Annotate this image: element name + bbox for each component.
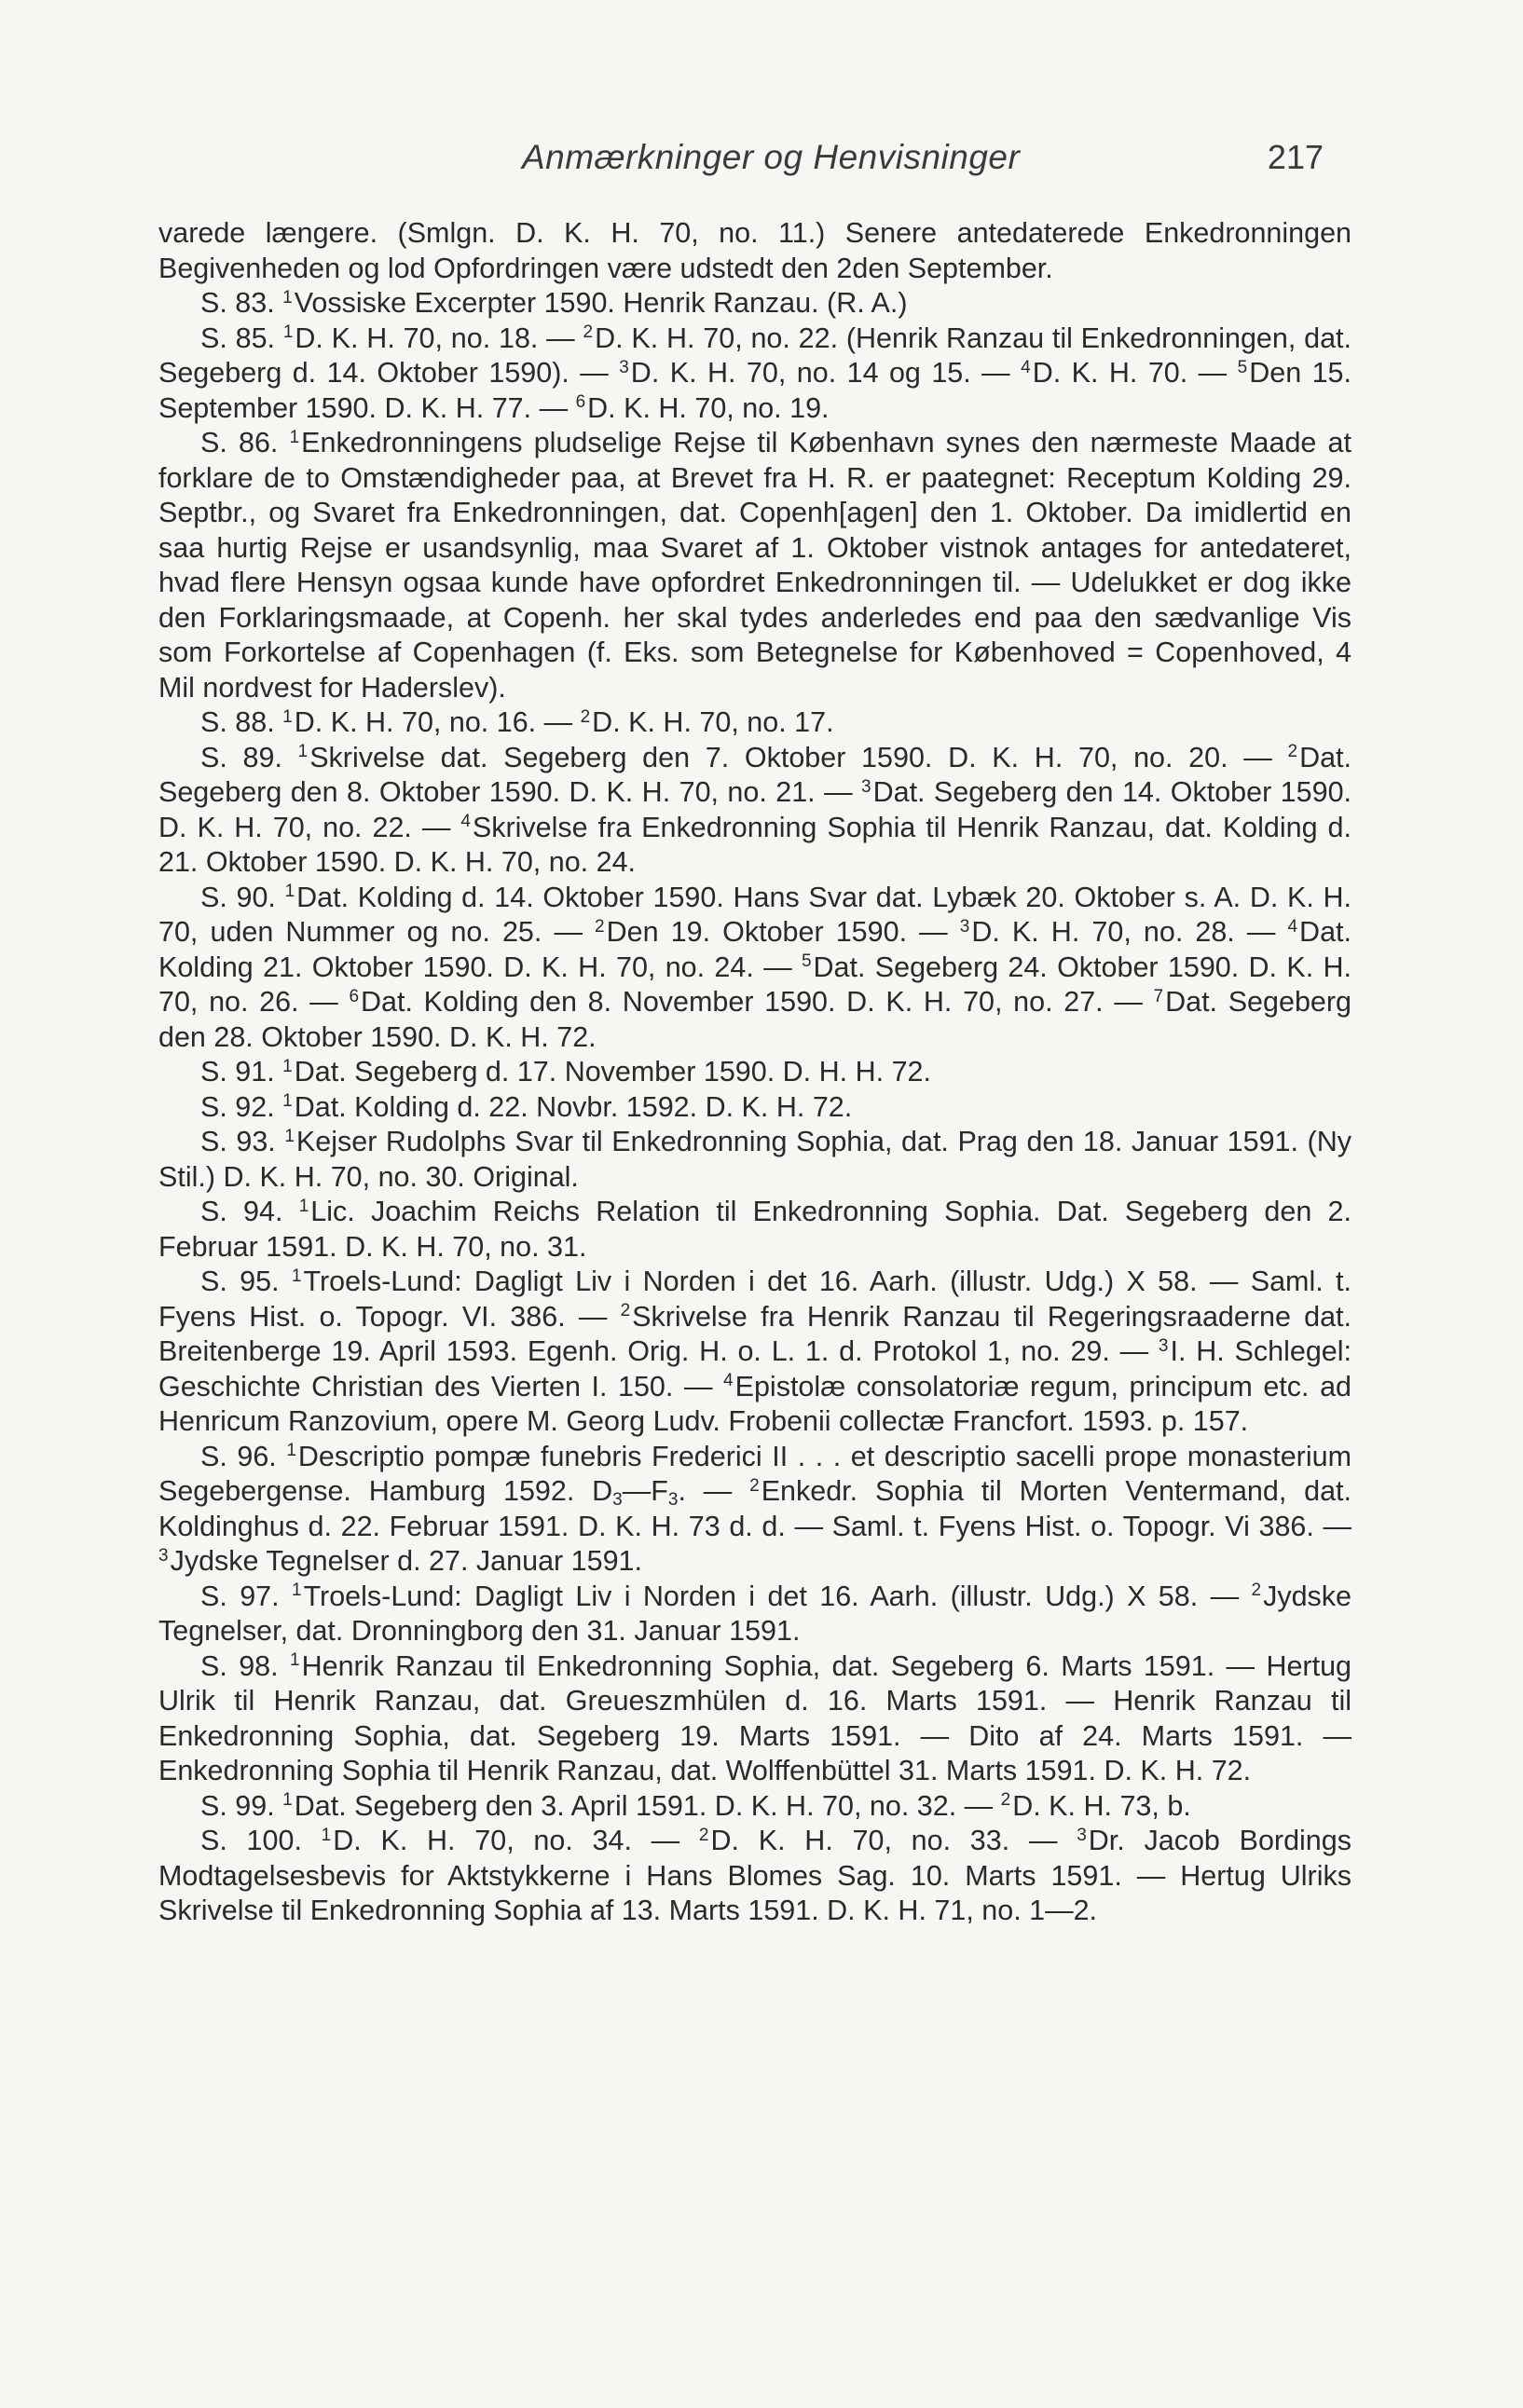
note-text: Troels-Lund: Dagligt Liv i Norden i det 16. Aarh. (illustr. Udg.) X 58. — xyxy=(303,1580,1252,1612)
note-paragraph xyxy=(158,1265,1351,1440)
note-text: S. 100. xyxy=(200,1825,322,1856)
footnote-marker: 1 xyxy=(282,322,294,343)
footnote-marker: 2 xyxy=(1287,742,1298,762)
footnote-marker: 1 xyxy=(297,742,309,762)
note-paragraph xyxy=(158,1824,1351,1929)
note-text: D. K. H. 70, no. 28. — xyxy=(971,916,1288,948)
note-text: Den 19. Oktober 1590. — xyxy=(606,916,960,948)
footnote-marker: 4 xyxy=(1287,916,1298,937)
footnote-marker: 2 xyxy=(620,1301,631,1321)
note-text: Dat. Kolding den 8. November 1590. D. K. H. 70, no. 27. — xyxy=(361,986,1154,1018)
note-text: D. K. H. 70, no. 18. — xyxy=(295,322,583,354)
running-title: Anmærkninger og Henvisninger xyxy=(522,138,1021,176)
note-text: Henrik Ranzau til Enkedronning Sophia, dat. Segeberg 6. Marts 1591. — Hertug Ulrik til Henrik Ranzau, dat. Greueszmhülen d. 16. Marts 1591. — Henrik Ranzau til Enkedronning Sophia, dat. Segeberg 19. Marts 1591. — Dito af 24. Marts 1591. — Enkedronning Sophia til Henrik Ranzau, dat. Wolffenbüttel 31. Marts 1591. D. K. H. 72. xyxy=(158,1649,1351,1786)
note-paragraph xyxy=(158,881,1351,1056)
note-text: Dat. Kolding d. 22. Novbr. 1592. D. K. H. 72. xyxy=(294,1090,853,1123)
footnote-marker: 4 xyxy=(723,1371,734,1391)
footnote-marker: 1 xyxy=(282,287,293,308)
note-text: D. K. H. 70, no. 34. — xyxy=(333,1825,699,1856)
note-text: S. 97. xyxy=(200,1580,292,1612)
note-text: S. 89. xyxy=(200,741,298,773)
note-paragraph xyxy=(158,1195,1351,1265)
note-text: Skrivelse fra Henrik Ranzau til Regeringsraaderne dat. Breitenberge 19. April 1593. Egenh. Orig. H. o. L. 1. d. Protokol 1, no. 29. — xyxy=(158,1300,1351,1367)
note-text: Descriptio pompæ funebris Frederici II . . . et descriptio sacelli prope monasterium Segebergense. Hamburg 1592. D xyxy=(158,1440,1351,1507)
note-text: Den 15. September 1590. D. K. H. 77. — xyxy=(158,357,1351,424)
note-text: S. 86. xyxy=(200,427,290,458)
note-text: D. K. H. 70, no. 16. — xyxy=(294,706,581,738)
footnote-marker: 1 xyxy=(282,1056,293,1076)
continuation-paragraph xyxy=(158,216,1351,286)
footnote-marker: 5 xyxy=(1237,357,1248,377)
note-text: D. K. H. 73, b. xyxy=(1012,1789,1191,1822)
footnote-marker: 5 xyxy=(801,951,812,972)
note-text: S. 98. xyxy=(200,1649,290,1682)
note-paragraph xyxy=(158,1125,1351,1195)
note-text: D. K. H. 70, no. 22. (Henrik Ranzau til Enkedronningen, dat. Segeberg d. 14. Oktober 1590). — xyxy=(158,322,1351,389)
note-text: . — xyxy=(678,1475,750,1507)
footnote-marker: 1 xyxy=(284,1126,295,1146)
note-paragraph xyxy=(158,1649,1351,1789)
note-text: Dr. Jacob Bordings Modtagelsesbevis for Aktstykkerne i Hans Blomes Sag. 10. Marts 1591. — Hertug Ulriks Skrivelse til Enkedronning Sophia af 13. Marts 1591. D. K. H. 71, no. 1—2. xyxy=(158,1825,1351,1926)
note-text: Jydske Tegnelser, dat. Dronningborg den 31. Januar 1591. xyxy=(158,1580,1351,1647)
footnote-marker: 7 xyxy=(1153,986,1164,1006)
footnote-marker: 2 xyxy=(1000,1790,1011,1811)
note-text: S. 93. xyxy=(200,1126,285,1157)
footnote-marker: 3 xyxy=(1158,1335,1169,1356)
note-text: Lic. Joachim Reichs Relation til Enkedronning Sophia. Dat. Segeberg den 2. Februar 1591. D. K. H. 70, no. 31. xyxy=(158,1196,1351,1263)
note-text: Dat. Segeberg den 14. Oktober 1590. D. K. H. 70, no. 22. — xyxy=(158,776,1352,843)
note-text: Epistolæ consolatoriæ regum, principum etc. ad Henricum Ranzovium, opere M. Georg Ludv. Frobenii collectæ Francfort. 1593. p. 157. xyxy=(158,1370,1351,1437)
footnote-marker: 3 xyxy=(861,776,871,797)
note-paragraph xyxy=(158,1580,1351,1649)
note-text: Vossiske Excerpter 1590. Henrik Ranzau. (R. A.) xyxy=(294,287,908,319)
footnote-marker: 2 xyxy=(580,706,591,727)
footnote-marker: 3 xyxy=(619,357,629,377)
footnote-marker: 2 xyxy=(749,1475,760,1496)
note-text: S. 95. xyxy=(200,1266,292,1297)
note-text: Enkedr. Sophia til Morten Ventermand, dat. Koldinghus d. 22. Februar 1591. D. K. H. 73 d. d. — Saml. t. Fyens Hist. o. Topogr. Vi 386. — xyxy=(158,1475,1352,1542)
notes-body xyxy=(158,216,1351,1929)
note-text: Skrivelse dat. Segeberg den 7. Oktober 1590. D. K. H. 70, no. 20. — xyxy=(309,741,1288,773)
footnote-marker: 1 xyxy=(282,1091,293,1112)
note-text: Dat. Segeberg den 3. April 1591. D. K. H. 70, no. 32. — xyxy=(294,1789,1001,1822)
note-paragraph xyxy=(158,1090,1351,1126)
note-text: Kejser Rudolphs Svar til Enkedronning Sophia, dat. Prag den 18. Januar 1591. (Ny Stil.) D. K. H. 70, no. 30. Original. xyxy=(158,1126,1351,1193)
note-text: D. K. H. 70. — xyxy=(1032,357,1238,389)
note-text: Skrivelse fra Enkedronning Sophia til Henrik Ranzau, dat. Kolding d. 21. Oktober 1590. D. K. H. 70, no. 24. xyxy=(158,811,1351,878)
note-paragraph xyxy=(158,705,1351,741)
note-text: S. 88. xyxy=(200,706,283,738)
note-text: Dat. Kolding d. 14. Oktober 1590. Hans Svar dat. Lybæk 20. Oktober s. A. D. K. H. 70, uden Nummer og no. 25. — xyxy=(158,881,1351,948)
note-text: Troels-Lund: Dagligt Liv i Norden i det 16. Aarh. (illustr. Udg.) X 58. — Saml. t. Fyens Hist. o. Topogr. VI. 386. — xyxy=(158,1266,1351,1333)
subscript: 3 xyxy=(612,1489,623,1510)
footnote-marker: 4 xyxy=(1021,357,1031,377)
footnote-marker: 6 xyxy=(575,392,586,413)
note-text: Jydske Tegnelser d. 27. Januar 1591. xyxy=(170,1545,642,1577)
footnote-marker: 6 xyxy=(349,986,360,1006)
footnote-marker: 3 xyxy=(959,916,970,937)
footnote-marker: 1 xyxy=(290,1650,300,1671)
footnote-marker: 1 xyxy=(291,1266,302,1286)
note-text: Dat. Kolding 21. Oktober 1590. D. K. H. 70, no. 24. — xyxy=(158,916,1351,983)
note-text: I. H. Schlegel: Geschichte Christian des Vierten I. 150. — xyxy=(158,1335,1351,1402)
footnote-marker: 1 xyxy=(298,1196,309,1216)
note-paragraph xyxy=(158,322,1351,427)
footnote-marker: 3 xyxy=(1077,1825,1087,1845)
footnote-marker: 4 xyxy=(460,812,471,832)
note-paragraph xyxy=(158,426,1351,705)
footnote-marker: 1 xyxy=(289,427,300,447)
footnote-marker: 1 xyxy=(321,1825,332,1845)
note-text: Dat. Segeberg 24. Oktober 1590. D. K. H. 70, no. 26. — xyxy=(158,951,1351,1018)
note-paragraph xyxy=(158,1055,1351,1090)
footnote-marker: 2 xyxy=(583,322,594,343)
note-text: S. 96. xyxy=(200,1440,287,1472)
footnote-marker: 3 xyxy=(158,1545,169,1566)
footnote-marker: 1 xyxy=(282,706,293,727)
note-text: S. 99. xyxy=(200,1789,283,1822)
note-text: D. K. H. 70, no. 14 og 15. — xyxy=(630,357,1022,389)
note-text: varede længere. (Smlgn. D. K. H. 70, no. 11.) Senere antedaterede Enkedronningen Begivenheden og lod Opfordringen være udstedt den 2den September. xyxy=(158,217,1351,284)
note-text: S. 83. xyxy=(200,287,283,319)
note-paragraph xyxy=(158,741,1351,881)
page-number: 217 xyxy=(1267,138,1324,176)
note-text: D. K. H. 70, no. 19. xyxy=(587,391,830,424)
note-text: Dat. Segeberg den 8. Oktober 1590. D. K. H. 70, no. 21. — xyxy=(158,741,1351,808)
footnote-marker: 1 xyxy=(282,1790,293,1811)
note-text: S. 85. xyxy=(200,322,283,354)
note-text: Dat. Segeberg den 28. Oktober 1590. D. K. H. 72. xyxy=(158,986,1351,1053)
note-text: S. 94. xyxy=(200,1196,299,1227)
subscript: 3 xyxy=(667,1489,679,1510)
note-text: S. 91. xyxy=(200,1056,283,1088)
footnote-marker: 1 xyxy=(286,1441,296,1461)
note-paragraph xyxy=(158,1789,1351,1825)
note-text: D. K. H. 70, no. 17. xyxy=(592,706,834,738)
note-text: Enkedronningens pludselige Rejse til København synes den nærmeste Maade at forklare de to Omstændigheder paa, at Brevet fra H. R. er paategnet: Receptum Kolding 29. Septbr., og Svaret fra Enkedronningen, dat. Copenh[agen] den 1. Oktober. Da imidlertid en saa hurtig Rejse er usandsynlig, maa Svaret af 1. Oktober vistnok antages for antedateret, hvad flere Hensyn ogsaa kunde have opfordret Enkedronningen til. — Udelukket er dog ikke den Forklaringsmaade, at Copenh. her skal tydes anderledes end paa den sædvanlige Vis som Forkortelse af Copenhagen (f. Eks. som Betegnelse for Københoved = Copenhoved, 4 Mil nordvest for Haderslev). xyxy=(158,427,1351,704)
footnote-marker: 1 xyxy=(291,1580,302,1601)
footnote-marker: 1 xyxy=(284,882,295,902)
note-text: S. 90. xyxy=(200,881,285,913)
note-text: Dat. Segeberg d. 17. November 1590. D. H. H. 72. xyxy=(294,1056,931,1088)
footnote-marker: 2 xyxy=(595,916,605,937)
footnote-marker: 2 xyxy=(1251,1580,1262,1601)
note-paragraph xyxy=(158,286,1351,322)
note-text: D. K. H. 70, no. 33. — xyxy=(710,1825,1077,1856)
footnote-marker: 2 xyxy=(698,1825,709,1845)
note-text: S. 92. xyxy=(200,1090,283,1123)
note-paragraph xyxy=(158,1440,1351,1580)
note-text: —F xyxy=(622,1475,668,1507)
running-header xyxy=(158,138,1351,185)
